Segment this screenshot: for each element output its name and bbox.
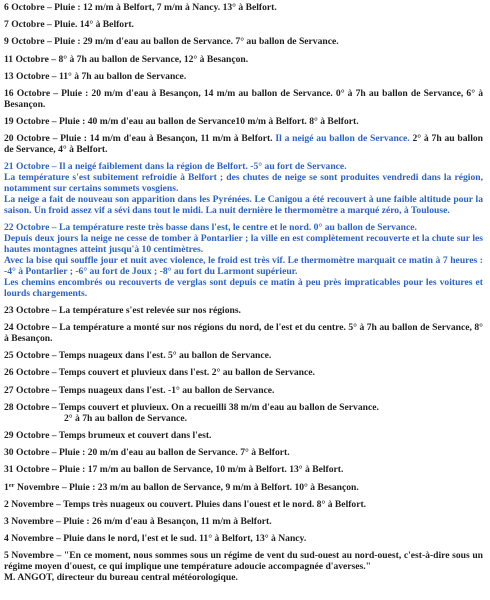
entries-block-2: [4, 306, 483, 397]
blue-paragraph: 21 Octobre – Il a neigé faiblement dans la région de Belfort. -5° au fort de Servance.: [4, 161, 347, 173]
entry-9-octobre: [4, 37, 483, 48]
entry-4-novembre: [4, 534, 483, 545]
entry-text: 31 Octobre – Pluie : 17 m/m au ballon de Servance, 10 m/m à Belfort. 13° à Belfort.: [4, 464, 344, 476]
entry-16-octobre: [4, 89, 483, 111]
entry-text: 2° à 7h au ballon de Servance, 4° à Belfort.: [4, 133, 483, 156]
entry-text: 6 Octobre – Pluie : 12 m/m à Belfort, 7 m/m à Nancy. 13° à Belfort.: [4, 2, 277, 13]
entry-text: 13 Octobre – 11° à 7h au ballon de Servance.: [4, 70, 187, 82]
entry-7-octobre: [4, 20, 483, 31]
entry-text: 19 Octobre – Pluie : 40 m/m d'eau au ballon de Servance10 m/m à Belfort. 8° à Belfort.: [4, 116, 359, 128]
blue-paragraph: Avec la bise qui souffle jour et nuit avec violence, le froid est très vif. Le thermomètre marquait ce matin à 7 heures : -4° à Pontarlier ; -6° au fort de Joux ; -8° au fort du Larmont supérieur.: [4, 254, 483, 277]
entry-28-octobre: [4, 403, 483, 425]
entry-text: 20 Octobre – Pluie : 14 m/m d'eau à Besançon, 11 m/m à Belfort.: [4, 133, 276, 145]
entry-day-superscript: er: [8, 481, 15, 489]
entry-text-indented: 2° à 7h au ballon de Servance.: [64, 412, 187, 424]
entry-text: 26 Octobre – Temps couvert et pluvieux dans l'est. 2° au ballon de Servance.: [4, 367, 315, 379]
entry-21-octobre: [4, 162, 483, 217]
entry-text: Novembre – Pluie : 23 m/m au ballon de Servance, 9 m/m à Belfort. 10° à Besançon.: [14, 481, 359, 493]
entry-6-octobre: [4, 3, 483, 14]
entry-text: 16 Octobre – Pluie : 20 m/m d'eau à Besançon, 14 m/m au ballon de Servance. 0° à 7h au ballon de Servance, 6° à Besançon.: [4, 88, 483, 110]
entry-text: 24 Octobre – La température a monté sur nos régions du nord, de l'est et du centre. 5° à 7h au ballon de Servance, 8° à Besançon.: [4, 322, 483, 345]
entry-text: 29 Octobre – Temps brumeux et couvert dans l'est.: [4, 429, 212, 441]
entry-20-octobre: [4, 134, 483, 156]
entry-27-octobre: [4, 386, 483, 397]
blue-paragraph: 22 Octobre – La température reste très basse dans l'est, le centre et le nord. 0° au ballon de Servance.: [4, 222, 417, 234]
entry-19-octobre: [4, 117, 483, 128]
entry-text: 28 Octobre – Temps couvert et pluvieux. On a recueilli 38 m/m d'eau au ballon de Servance.: [4, 401, 379, 413]
entry-text: 11 Octobre – 8° à 7h au ballon de Servance, 12° à Besançon.: [4, 53, 249, 65]
entry-text: 9 Octobre – Pluie : 29 m/m d'eau au ballon de Servance. 7° au ballon de Servance.: [4, 36, 339, 48]
entry-text: 25 Octobre – Temps nuageux dans l'est. 5° au ballon de Servance.: [4, 350, 272, 362]
entries-block-4: [4, 500, 483, 545]
entry-text: 4 Novembre – Pluie dans le nord, l'est et le sud. 11° à Belfort, 13° à Nancy.: [4, 533, 307, 545]
entry-highlight-text: Il a neigé au ballon de Servance.: [275, 133, 410, 145]
blue-paragraph: Depuis deux jours la neige ne cesse de tomber à Pontarlier ; la ville en est complètement recouverte et la chute sur les hautes montagnes atteint jusqu'à 10 centimètres.: [4, 233, 483, 256]
entries-block-1: [4, 3, 483, 156]
entry-23-octobre: [4, 306, 483, 317]
entry-31-octobre: [4, 465, 483, 476]
entry-24-octobre: [4, 323, 483, 345]
entries-block-3: [4, 431, 483, 476]
entry-text: 3 Novembre – Pluie : 26 m/m d'eau à Besançon, 11 m/m à Belfort.: [4, 515, 272, 527]
quote-attribution: M. ANGOT, directeur du bureau central météorologique.: [4, 572, 238, 584]
blue-paragraph: La température s'est subitement refroidie à Belfort ; des chutes de neige se sont produites vendredi dans la région, notamment sur certains sommets vosgiens.: [4, 172, 483, 195]
entry-text: 7 Octobre – Pluie. 14° à Belfort.: [4, 19, 134, 31]
entry-2-novembre: [4, 500, 483, 511]
entry-text: 30 Octobre – Pluie : 20 m/m d'eau au ballon de Servance. 7° à Belfort.: [4, 447, 290, 459]
entry-25-octobre: [4, 351, 483, 362]
entry-day: 1: [4, 481, 9, 493]
entry-13-octobre: [4, 72, 483, 83]
entry-29-octobre: [4, 431, 483, 442]
entry-11-octobre: [4, 55, 483, 66]
entry-5-novembre: [4, 551, 483, 584]
entry-3-novembre: [4, 517, 483, 528]
entry-26-octobre: [4, 368, 483, 379]
entry-1-novembre: [4, 483, 483, 494]
entry-text: 27 Octobre – Temps nuageux dans l'est. -1° au ballon de Servance.: [4, 384, 275, 396]
quote-text: 5 Novembre – "En ce moment, nous sommes sous un régime de vent du sud-ouest au nord-ouest, c'est-à-dire sous un régime moyen d'ouest, ce qui implique une température adoucie accompagnée d'averses.": [4, 550, 483, 573]
entry-22-octobre: [4, 223, 483, 299]
entry-text: 23 Octobre – La température s'est relevée sur nos régions.: [4, 304, 241, 316]
blue-paragraph: La neige a fait de nouveau son apparition dans les Pyrénées. Le Canigou a été recouvert à une faible altitude pour la saison. Un froid assez vif a sévi dans tout le midi. La nuit dernière le thermomètre a marqué zéro, à Toulouse.: [4, 194, 483, 217]
blue-paragraph: Les chemins encombrés ou recouverts de verglas sont depuis ce matin à peu près impraticables pour les voitures et lourds chargements.: [4, 276, 483, 299]
entry-text: 2 Novembre – Temps très nuageux ou couvert. Pluies dans l'ouest et le nord. 8° à Belfort.: [4, 498, 367, 510]
entry-30-octobre: [4, 448, 483, 459]
